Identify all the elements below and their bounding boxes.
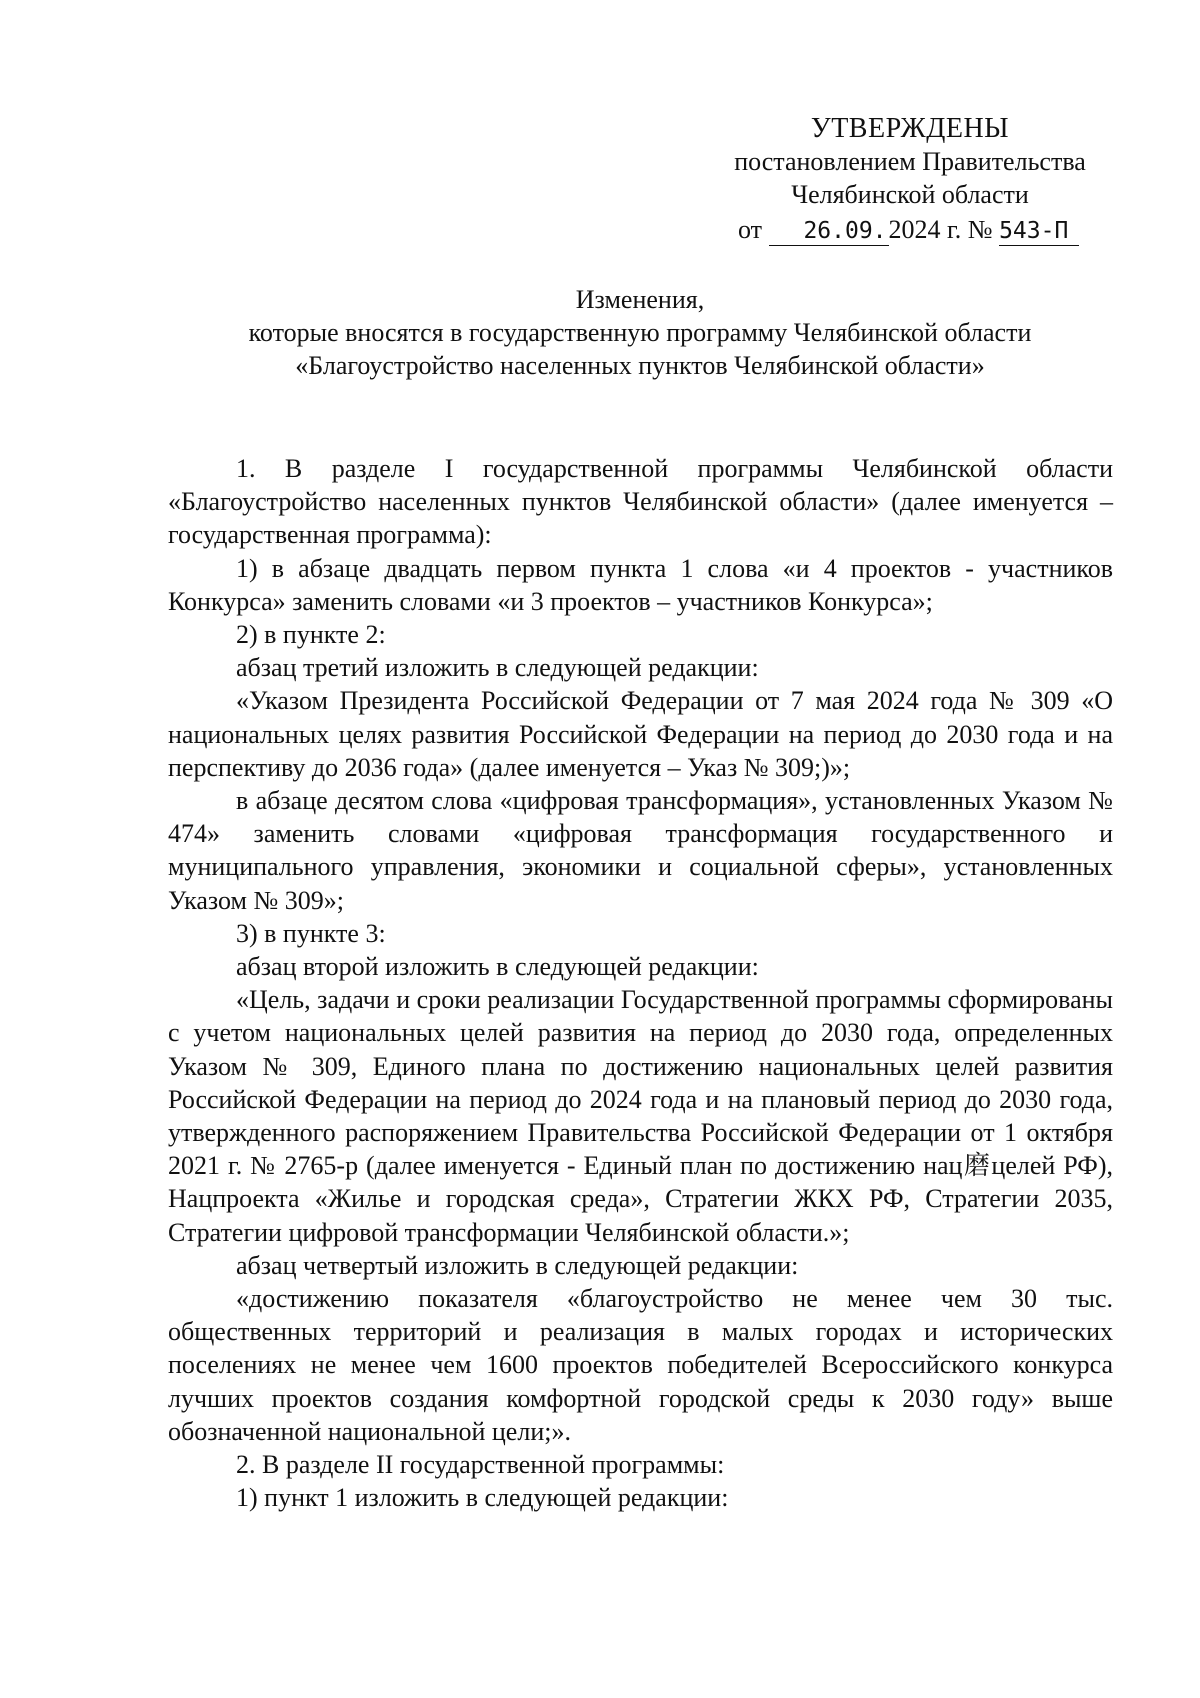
approval-stamp	[700, 112, 1120, 246]
paragraph: 1) пункт 1 изложить в следующей редакции:	[236, 1483, 729, 1513]
approval-date-line	[700, 213, 1120, 246]
approval-line-1: постановлением Правительства	[734, 147, 1086, 176]
approval-title: УТВЕРЖДЕНЫ	[810, 113, 1010, 144]
heading-line-3: «Благоустройство населенных пунктов Челябинской области»	[295, 351, 985, 380]
heading-line-2: которые вносятся в государственную программу Челябинской области	[248, 318, 1032, 347]
paragraph: «Цель, задачи и сроки реализации Государственной программы сформированы с учетом национальных целей развития на период до 2030 года, определенных Указом № 309, Единого плана по достижению национальных целей развития Российской Федерации на период до 2024 года и на плановый период до 2030 года, утвержденного распоряжением Правительства Российской Федерации от 1 октября 2021 г. № 2765-р (далее именуется - Единый план по достижению нац磨целей РФ), Нацпроекта «Жилье и городская среда», Стратегии ЖКХ РФ, Стратегии 2035, Стратегии цифровой трансформации Челябинской области.»;	[168, 985, 1113, 1247]
paragraph: абзац второй изложить в следующей редакции:	[236, 952, 759, 982]
approval-number: 543-П	[999, 217, 1079, 246]
date-prefix: от	[738, 215, 763, 244]
paragraph: 2) в пункте 2:	[236, 620, 386, 650]
paragraph: абзац четвертый изложить в следующей редакции:	[236, 1250, 799, 1280]
document-body	[168, 452, 1113, 1515]
paragraph: 3) в пункте 3:	[236, 918, 386, 948]
document-heading	[160, 283, 1120, 382]
approval-line-2: Челябинской области	[791, 180, 1029, 209]
heading-line-1: Изменения,	[575, 285, 705, 314]
paragraph: «Указом Президента Российской Федерации от 7 мая 2024 года № 309 «О национальных целях развития Российской Федерации на период до 2030 года и на перспективу до 2036 года» (далее именуется – Указ № 309;)»;	[168, 686, 1113, 782]
paragraph: 1. В разделе I государственной программы Челябинской области «Благоустройство населенных пунктов Челябинской области» (далее именуется – государственная программа):	[168, 454, 1113, 550]
approval-date: 26.09.	[769, 217, 889, 246]
paragraph: в абзаце десятом слова «цифровая трансформация», установленных Указом № 474» заменить словами «цифровая трансформация государственного и муниципального управления, экономики и социальной сферы», установленных Указом № 309»;	[168, 786, 1113, 915]
paragraph: 2. В разделе II государственной программы:	[236, 1450, 725, 1480]
paragraph: абзац третий изложить в следующей редакции:	[236, 653, 759, 683]
paragraph: 1) в абзаце двадцать первом пункта 1 слова «и 4 проектов - участников Конкурса» заменить словами «и 3 проектов – участников Конкурса»;	[168, 553, 1113, 616]
paragraph: «достижению показателя «благоустройство не менее чем 30 тыс. общественных территорий и реализация в малых городах и исторических поселениях не менее чем 1600 проектов победителей Всероссийского конкурса лучших проектов создания комфортной городской среды к 2030 году» выше обозначенной национальной цели;».	[168, 1284, 1113, 1446]
approval-year: 2024 г. №	[888, 215, 993, 244]
